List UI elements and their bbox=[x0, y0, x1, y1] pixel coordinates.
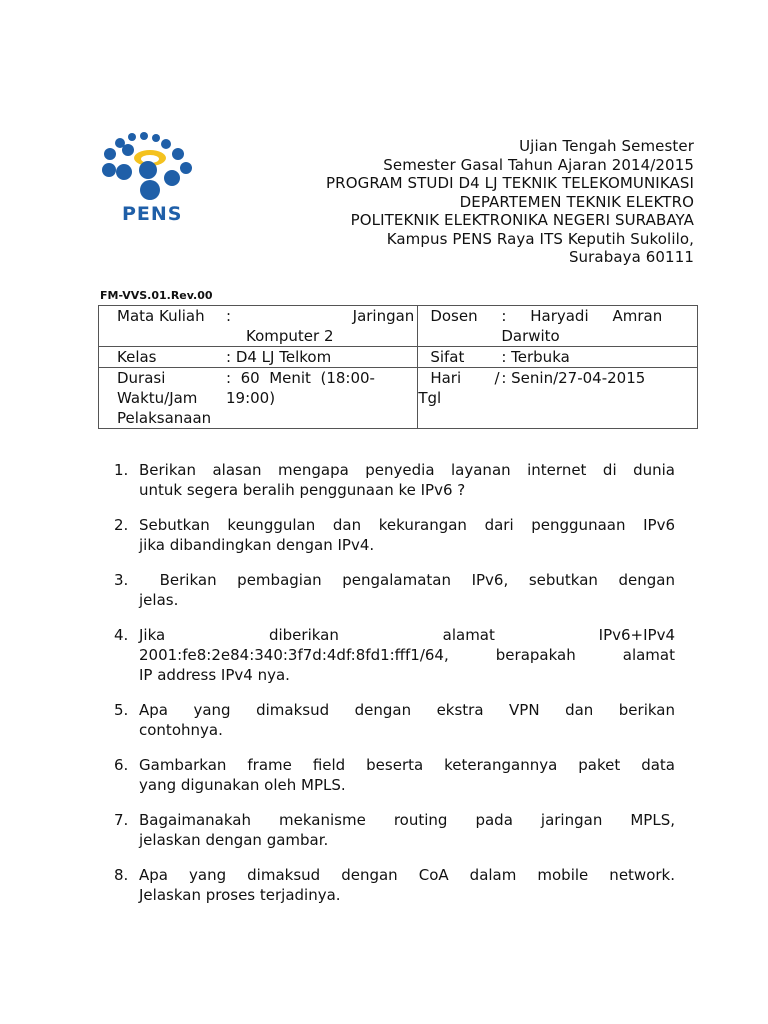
header-line-city: Surabaya 60111 bbox=[568, 248, 694, 266]
nature-value: : Terbuka bbox=[501, 348, 570, 366]
duration-cell bbox=[99, 368, 418, 429]
exam-header bbox=[326, 137, 694, 267]
lecturer-label: Dosen bbox=[430, 307, 478, 325]
pens-logo bbox=[100, 132, 196, 222]
question-list bbox=[114, 460, 675, 920]
course-value: : Jaringan Komputer 2 bbox=[226, 307, 415, 345]
header-line-semester: Semester Gasal Tahun Ajaran 2014/2015 bbox=[383, 155, 694, 174]
list-item: 1. Berikan alasan mengapa penyedia layanan internet di dunia untuk segera beralih penggunaan ke IPv6 ? bbox=[114, 461, 675, 499]
list-item: 5. Apa yang dimaksud dengan ekstra VPN dan berikan contohnya. bbox=[114, 701, 675, 739]
date-label: Hari / Tgl bbox=[418, 369, 500, 407]
date-cell bbox=[418, 368, 698, 429]
header-line-department: DEPARTEMEN TEKNIK ELEKTRO bbox=[459, 192, 694, 211]
list-item: 6. Gambarkan frame field beserta keterangannya paket data yang digunakan oleh MPLS. bbox=[114, 756, 675, 794]
lecturer-value: : Haryadi Amran Darwito bbox=[501, 307, 663, 345]
header-line-campus: Kampus PENS Raya ITS Keputih Sukolilo, bbox=[386, 229, 694, 248]
class-label: Kelas bbox=[117, 348, 157, 366]
class-cell bbox=[99, 347, 418, 368]
course-label: Mata Kuliah bbox=[117, 307, 205, 325]
table-row bbox=[99, 368, 698, 429]
duration-label: Durasi Waktu/Jam Pelaksanaan bbox=[117, 369, 212, 427]
list-item: 8. Apa yang dimaksud dengan CoA dalam mobile network. Jelaskan proses terjadinya. bbox=[114, 866, 675, 904]
table-row bbox=[99, 306, 698, 347]
list-item: 3. Berikan pembagian pengalamatan IPv6, sebutkan dengan jelas. bbox=[114, 571, 675, 609]
course-info-table bbox=[98, 305, 698, 429]
header-line-institution: POLITEKNIK ELEKTRONIKA NEGERI SURABAYA bbox=[350, 211, 694, 229]
nature-cell bbox=[418, 347, 698, 368]
date-value: : Senin/27-04-2015 bbox=[501, 369, 646, 387]
class-value: : D4 LJ Telkom bbox=[226, 348, 332, 366]
list-item: 7. Bagaimanakah mekanisme routing pada jaringan MPLS, jelaskan dengan gambar. bbox=[114, 811, 675, 849]
form-code: FM-VVS.01.Rev.00 bbox=[100, 289, 213, 302]
lecturer-cell bbox=[418, 306, 698, 347]
list-item: 4. Jika diberikan alamat IPv6+IPv4 2001:fe8:2e84:340:3f7d:4df:8fd1:fff1/64, berapakah alamat IP address IPv4 nya. bbox=[114, 626, 675, 684]
header-line-exam: Ujian Tengah Semester bbox=[519, 137, 694, 155]
logo-text: PENS bbox=[122, 203, 183, 222]
table-row bbox=[99, 347, 698, 368]
course-cell bbox=[99, 306, 418, 347]
list-item: 2. Sebutkan keunggulan dan kekurangan dari penggunaan IPv6 jika dibandingkan dengan IPv4. bbox=[114, 516, 675, 554]
nature-label: Sifat bbox=[430, 348, 465, 366]
duration-value: : 60 Menit (18:00- 19:00) bbox=[226, 369, 375, 407]
header-line-program: PROGRAM STUDI D4 LJ TEKNIK TELEKOMUNIKASI bbox=[326, 174, 694, 192]
